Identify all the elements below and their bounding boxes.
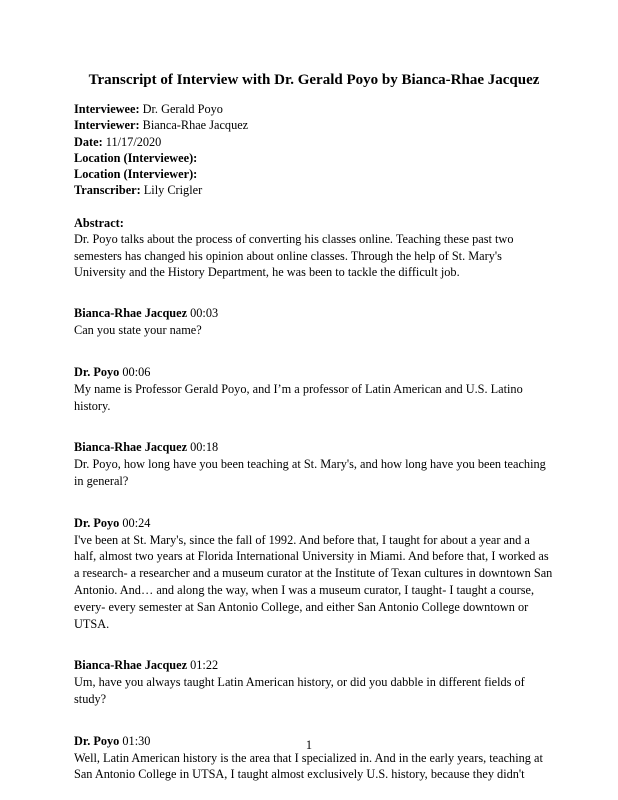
speaker-name: Dr. Poyo (74, 515, 120, 530)
meta-interviewee (74, 101, 554, 117)
meta-value: Lily Crigler (140, 183, 203, 198)
meta-label: Location (Interviewee): (74, 150, 198, 165)
abstract-heading: Abstract: (74, 215, 124, 230)
turn-text: Can you state your name? (74, 323, 202, 338)
document-title: Transcript of Interview with Dr. Gerald Poyo by Bianca-Rhae Jacquez (88, 72, 540, 88)
abstract-section (74, 215, 554, 281)
timestamp: 00:03 (187, 306, 219, 321)
abstract-text: Dr. Poyo talks about the process of converting his classes online. Teaching these past two semesters has changed his opinion about online classes. Through the help of St. Mary's University and the History Department, he was been to tackle the difficult job. (74, 232, 514, 279)
meta-interviewer (74, 117, 554, 133)
meta-label: Date: (74, 134, 103, 149)
speaker-name: Dr. Poyo (74, 733, 120, 748)
speaker-name: Bianca-Rhae Jacquez (74, 658, 188, 673)
speaker-name: Bianca-Rhae Jacquez (74, 306, 188, 321)
turn-text: I've been at St. Mary's, since the fall of 1992. And before that, I taught for about a year and a half, almost two years at Florida International University in Miami. And before that, I worked as a research- a researcher and a museum curator at the Institute of Texan cultures in downtown San Antonio. And… and along the way, when I was a museum curator, I taught- I taught a course, every- every semester at San Antonio College, and either San Antonio College downtown or UTSA. (74, 532, 553, 631)
transcript-page (74, 70, 554, 783)
transcript-turn (74, 515, 554, 633)
timestamp: 00:24 (119, 515, 151, 530)
meta-label: Transcriber: (74, 183, 141, 198)
meta-value: 11/17/2020 (102, 134, 162, 149)
meta-date (74, 134, 554, 150)
meta-label: Interviewer: (74, 118, 140, 133)
meta-label: Location (Interviewer): (74, 167, 198, 182)
timestamp: 00:06 (119, 365, 151, 379)
timestamp: 00:18 (187, 440, 219, 455)
transcript-turn (74, 439, 554, 489)
meta-label: Interviewee: (74, 102, 140, 116)
transcript-turn (74, 305, 554, 339)
timestamp: 01:22 (187, 658, 219, 673)
turn-text: Well, Latin American history is the area that I specialized in. And in the early years, teaching at San Antonio College in UTSA, I taught almost exclusively U.S. history, because they didn't (74, 750, 543, 782)
meta-location-interviewee (74, 150, 554, 166)
transcript-turn (74, 364, 554, 414)
metadata-block (74, 101, 554, 199)
meta-value: Dr. Gerald Poyo (139, 102, 223, 116)
meta-value: Bianca-Rhae Jacquez (139, 118, 249, 133)
page-number: 1 (305, 738, 313, 752)
transcript-turn (74, 657, 554, 707)
speaker-name: Dr. Poyo (74, 365, 120, 379)
turn-text: Um, have you always taught Latin American history, or did you dabble in different fields of study? (74, 675, 525, 706)
timestamp: 01:30 (119, 733, 151, 748)
speaker-name: Bianca-Rhae Jacquez (74, 440, 188, 455)
meta-location-interviewer (74, 166, 554, 182)
turn-text: Dr. Poyo, how long have you been teaching at St. Mary's, and how long have you been teaching in general? (74, 457, 546, 488)
meta-transcriber (74, 182, 554, 198)
turn-text: My name is Professor Gerald Poyo, and I’m a professor of Latin American and U.S. Latino history. (74, 381, 523, 413)
